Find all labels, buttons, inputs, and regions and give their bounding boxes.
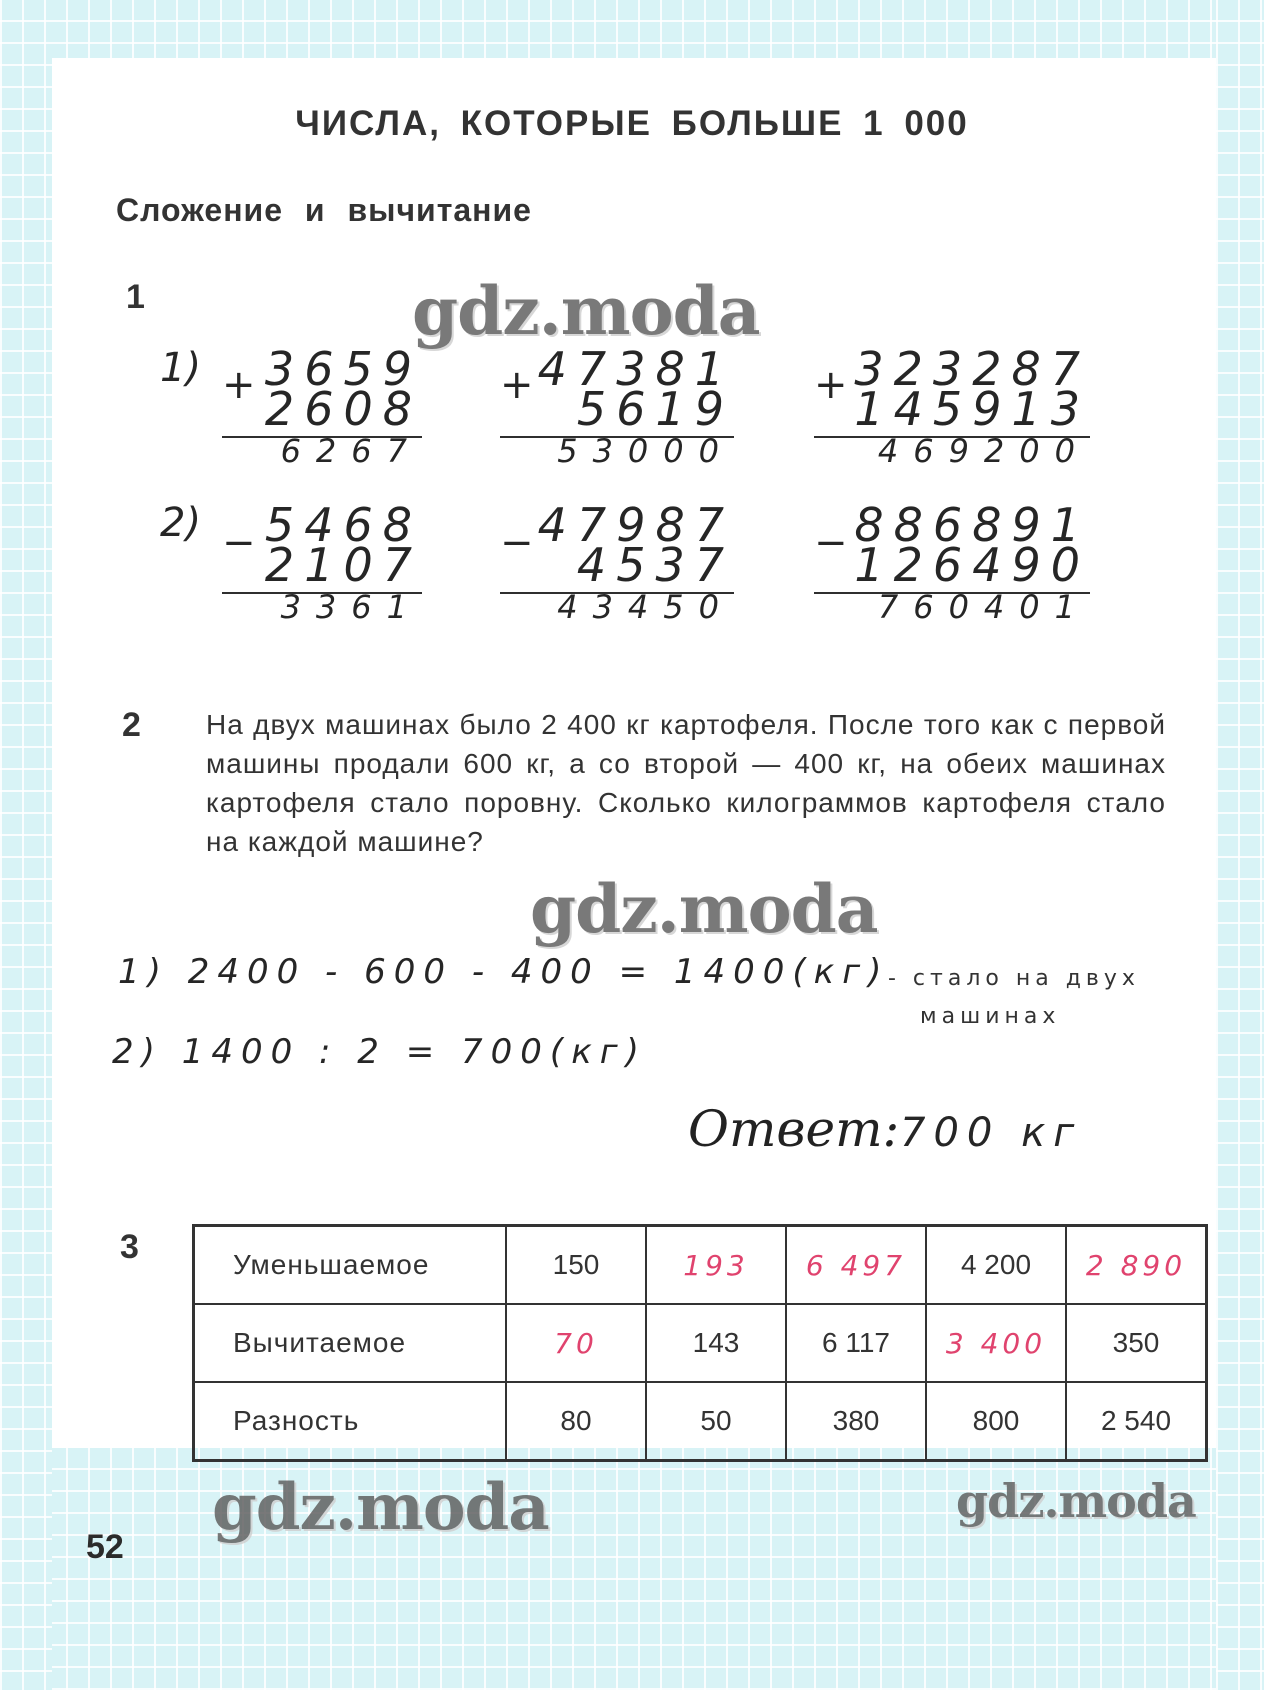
difference-result: 43450 [557,588,734,626]
answer-label: Ответ: [688,1100,900,1158]
cell-value: 143 [692,1327,740,1358]
handwritten-cell [506,1304,646,1382]
addend-b: 145913 [854,382,1090,436]
row-header: Разность [194,1382,507,1461]
sum-result: 469200 [877,432,1090,470]
decorative-grid-top [0,0,1264,58]
answer-value: 700 кг [900,1110,1083,1156]
section-subtitle: Сложение и вычитание [116,192,532,228]
table-row [194,1226,1207,1305]
task-1-number: 1 [126,278,145,316]
addition-column-1 [222,342,422,470]
subtraction-column-3 [814,498,1090,626]
cell-value: 150 [552,1249,600,1280]
minuend: 47987 [537,498,734,552]
task-1-row-1-label: 1) [160,345,202,391]
cell-value: 4 200 [960,1249,1032,1280]
table-cell [1066,1382,1207,1461]
table-cell [926,1226,1066,1305]
cell-value: 800 [972,1405,1020,1436]
task-1-row-2-label: 2) [160,500,202,546]
table-cell [786,1304,926,1382]
subtraction-table [192,1224,1208,1462]
cell-value: 193 [683,1248,749,1282]
table-cell [926,1382,1066,1461]
subtrahend: 4537 [576,538,734,592]
handwritten-cell [786,1226,926,1305]
handwritten-cell [1066,1226,1207,1305]
addition-column-2 [500,342,734,470]
solution-step-1: 1) 2400 - 600 - 400 = 1400(кг) [118,952,890,992]
cell-value: 6 117 [822,1327,890,1358]
table-cell [646,1304,786,1382]
addend-b: 2608 [264,382,422,436]
table-cell [646,1382,786,1461]
cell-value: 6 497 [805,1248,907,1282]
table-cell [786,1382,926,1461]
cell-value: 80 [560,1405,592,1436]
cell-value: 70 [554,1326,598,1360]
task-3-number: 3 [120,1228,139,1266]
table-cell [506,1226,646,1305]
watermark: gdz.moda [530,870,878,948]
addend-b: 5619 [576,382,734,436]
plus-sign: + [814,362,848,408]
addition-column-3 [814,342,1090,470]
task-2-number: 2 [122,706,141,744]
subtrahend: 126490 [854,538,1090,592]
sum-result: 6267 [280,432,422,470]
cell-value: 3 400 [945,1326,1047,1360]
addend-a: 323287 [854,342,1090,396]
sum-result: 53000 [557,432,734,470]
cell-value: 50 [700,1405,732,1436]
handwritten-cell [926,1304,1066,1382]
solution-step-2: 2) 1400 : 2 = 700(кг) [112,1032,647,1072]
minus-sign: − [500,520,534,566]
difference-result: 3361 [280,588,422,626]
table-row [194,1382,1207,1461]
cell-value: 2 540 [1100,1405,1172,1436]
subtraction-column-2 [500,498,734,626]
row-header: Вычитаемое [194,1304,507,1382]
plus-sign: + [222,362,256,408]
table-cell [506,1382,646,1461]
minuend: 886891 [854,498,1090,552]
cell-value: 2 890 [1085,1248,1187,1282]
decorative-grid-right [1216,0,1264,1690]
task-2-problem-text: На двух машинах было 2 400 кг картофеля. После того как с первой машины продали 600 кг, а со второй — 400 кг, на обеих машинах картофеля стало поровну. Сколько килограммов картофеля стало на каждой машине? [206,709,1166,857]
solution-step-1-note: - стало на двух [888,966,1140,991]
minus-sign: − [814,520,848,566]
watermark: gdz.moda [412,272,760,350]
cell-value: 350 [1112,1327,1160,1358]
handwritten-cell [646,1226,786,1305]
watermark: gdz.moda [956,1474,1196,1528]
difference-result: 760401 [877,588,1090,626]
table-cell [1066,1304,1207,1382]
subtraction-column-1 [222,498,422,626]
page-number: 52 [86,1528,124,1566]
row-header: Уменьшаемое [194,1226,507,1305]
minuend: 5468 [264,498,422,552]
solution-step-1-note-continued: машинах [920,1004,1061,1029]
table-row [194,1304,1207,1382]
plus-sign: + [500,362,534,408]
addend-a: 3659 [264,342,422,396]
minus-sign: − [222,520,256,566]
decorative-grid-left [0,0,52,1690]
page-title: ЧИСЛА, КОТОРЫЕ БОЛЬШЕ 1 000 [295,104,969,143]
addend-a: 47381 [537,342,734,396]
subtrahend: 2107 [264,538,422,592]
cell-value: 380 [832,1405,880,1436]
watermark: gdz.moda [212,1470,549,1545]
